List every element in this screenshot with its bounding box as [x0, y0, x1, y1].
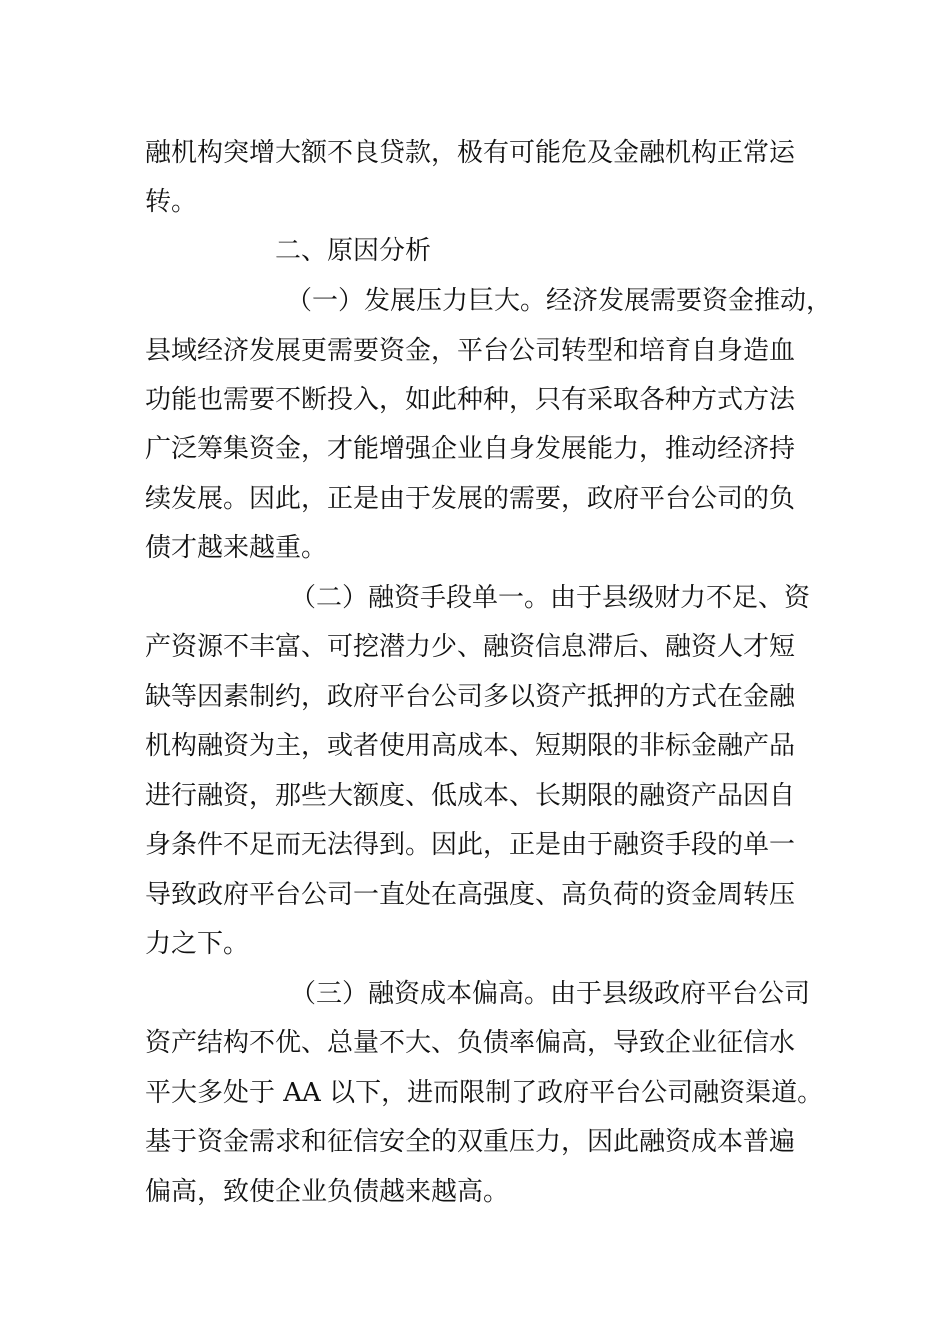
paragraph-line: 续发展。因此，正是由于发展的需要，政府平台公司的负 [145, 484, 796, 514]
subsection-heading-3: （三）融资成本偏高。由于县级政府平台公司 [290, 979, 811, 1009]
paragraph-line: 缺等因素制约，政府平台公司多以资产抵押的方式在金融 [145, 682, 796, 712]
paragraph-line: 机构融资为主，或者使用高成本、短期限的非标金融产品 [145, 731, 796, 761]
paragraph-line: 基于资金需求和征信安全的双重压力，因此融资成本普遍 [145, 1127, 796, 1157]
paragraph-line: 债才越来越重。 [145, 533, 328, 563]
section-heading: 二、原因分析 [275, 236, 432, 266]
paragraph-line: 进行融资，那些大额度、低成本、长期限的融资产品因自 [145, 781, 796, 811]
paragraph-line: 广泛筹集资金，才能增强企业自身发展能力，推动经济持 [145, 434, 796, 464]
paragraph-line: 身条件不足而无法得到。因此，正是由于融资手段的单一 [145, 830, 796, 860]
paragraph-line: 县域经济发展更需要资金，平台公司转型和培育自身造血 [145, 336, 796, 366]
paragraph-line: 偏高，致使企业负债越来越高。 [145, 1177, 510, 1207]
paragraph-line: 导致政府平台公司一直处在高强度、高负荷的资金周转压 [145, 880, 796, 910]
paragraph-line: 平大多处于 AA 以下，进而限制了政府平台公司融资渠道。 [145, 1078, 824, 1108]
paragraph-line: 功能也需要不断投入，如此种种，只有采取各种方式方法 [145, 385, 796, 415]
subsection-heading-1: （一）发展压力巨大。经济发展需要资金推动， [286, 286, 833, 316]
subsection-heading-2: （二）融资手段单一。由于县级财力不足、资 [290, 583, 811, 613]
paragraph-line: 融机构突增大额不良贷款，极有可能危及金融机构正常运 [145, 138, 796, 168]
paragraph-line: 资产结构不优、总量不大、负债率偏高，导致企业征信水 [145, 1028, 796, 1058]
paragraph-line: 力之下。 [145, 929, 250, 959]
paragraph-line: 转。 [145, 187, 198, 217]
paragraph-line: 产资源不丰富、可挖潜力少、融资信息滞后、融资人才短 [145, 632, 796, 662]
